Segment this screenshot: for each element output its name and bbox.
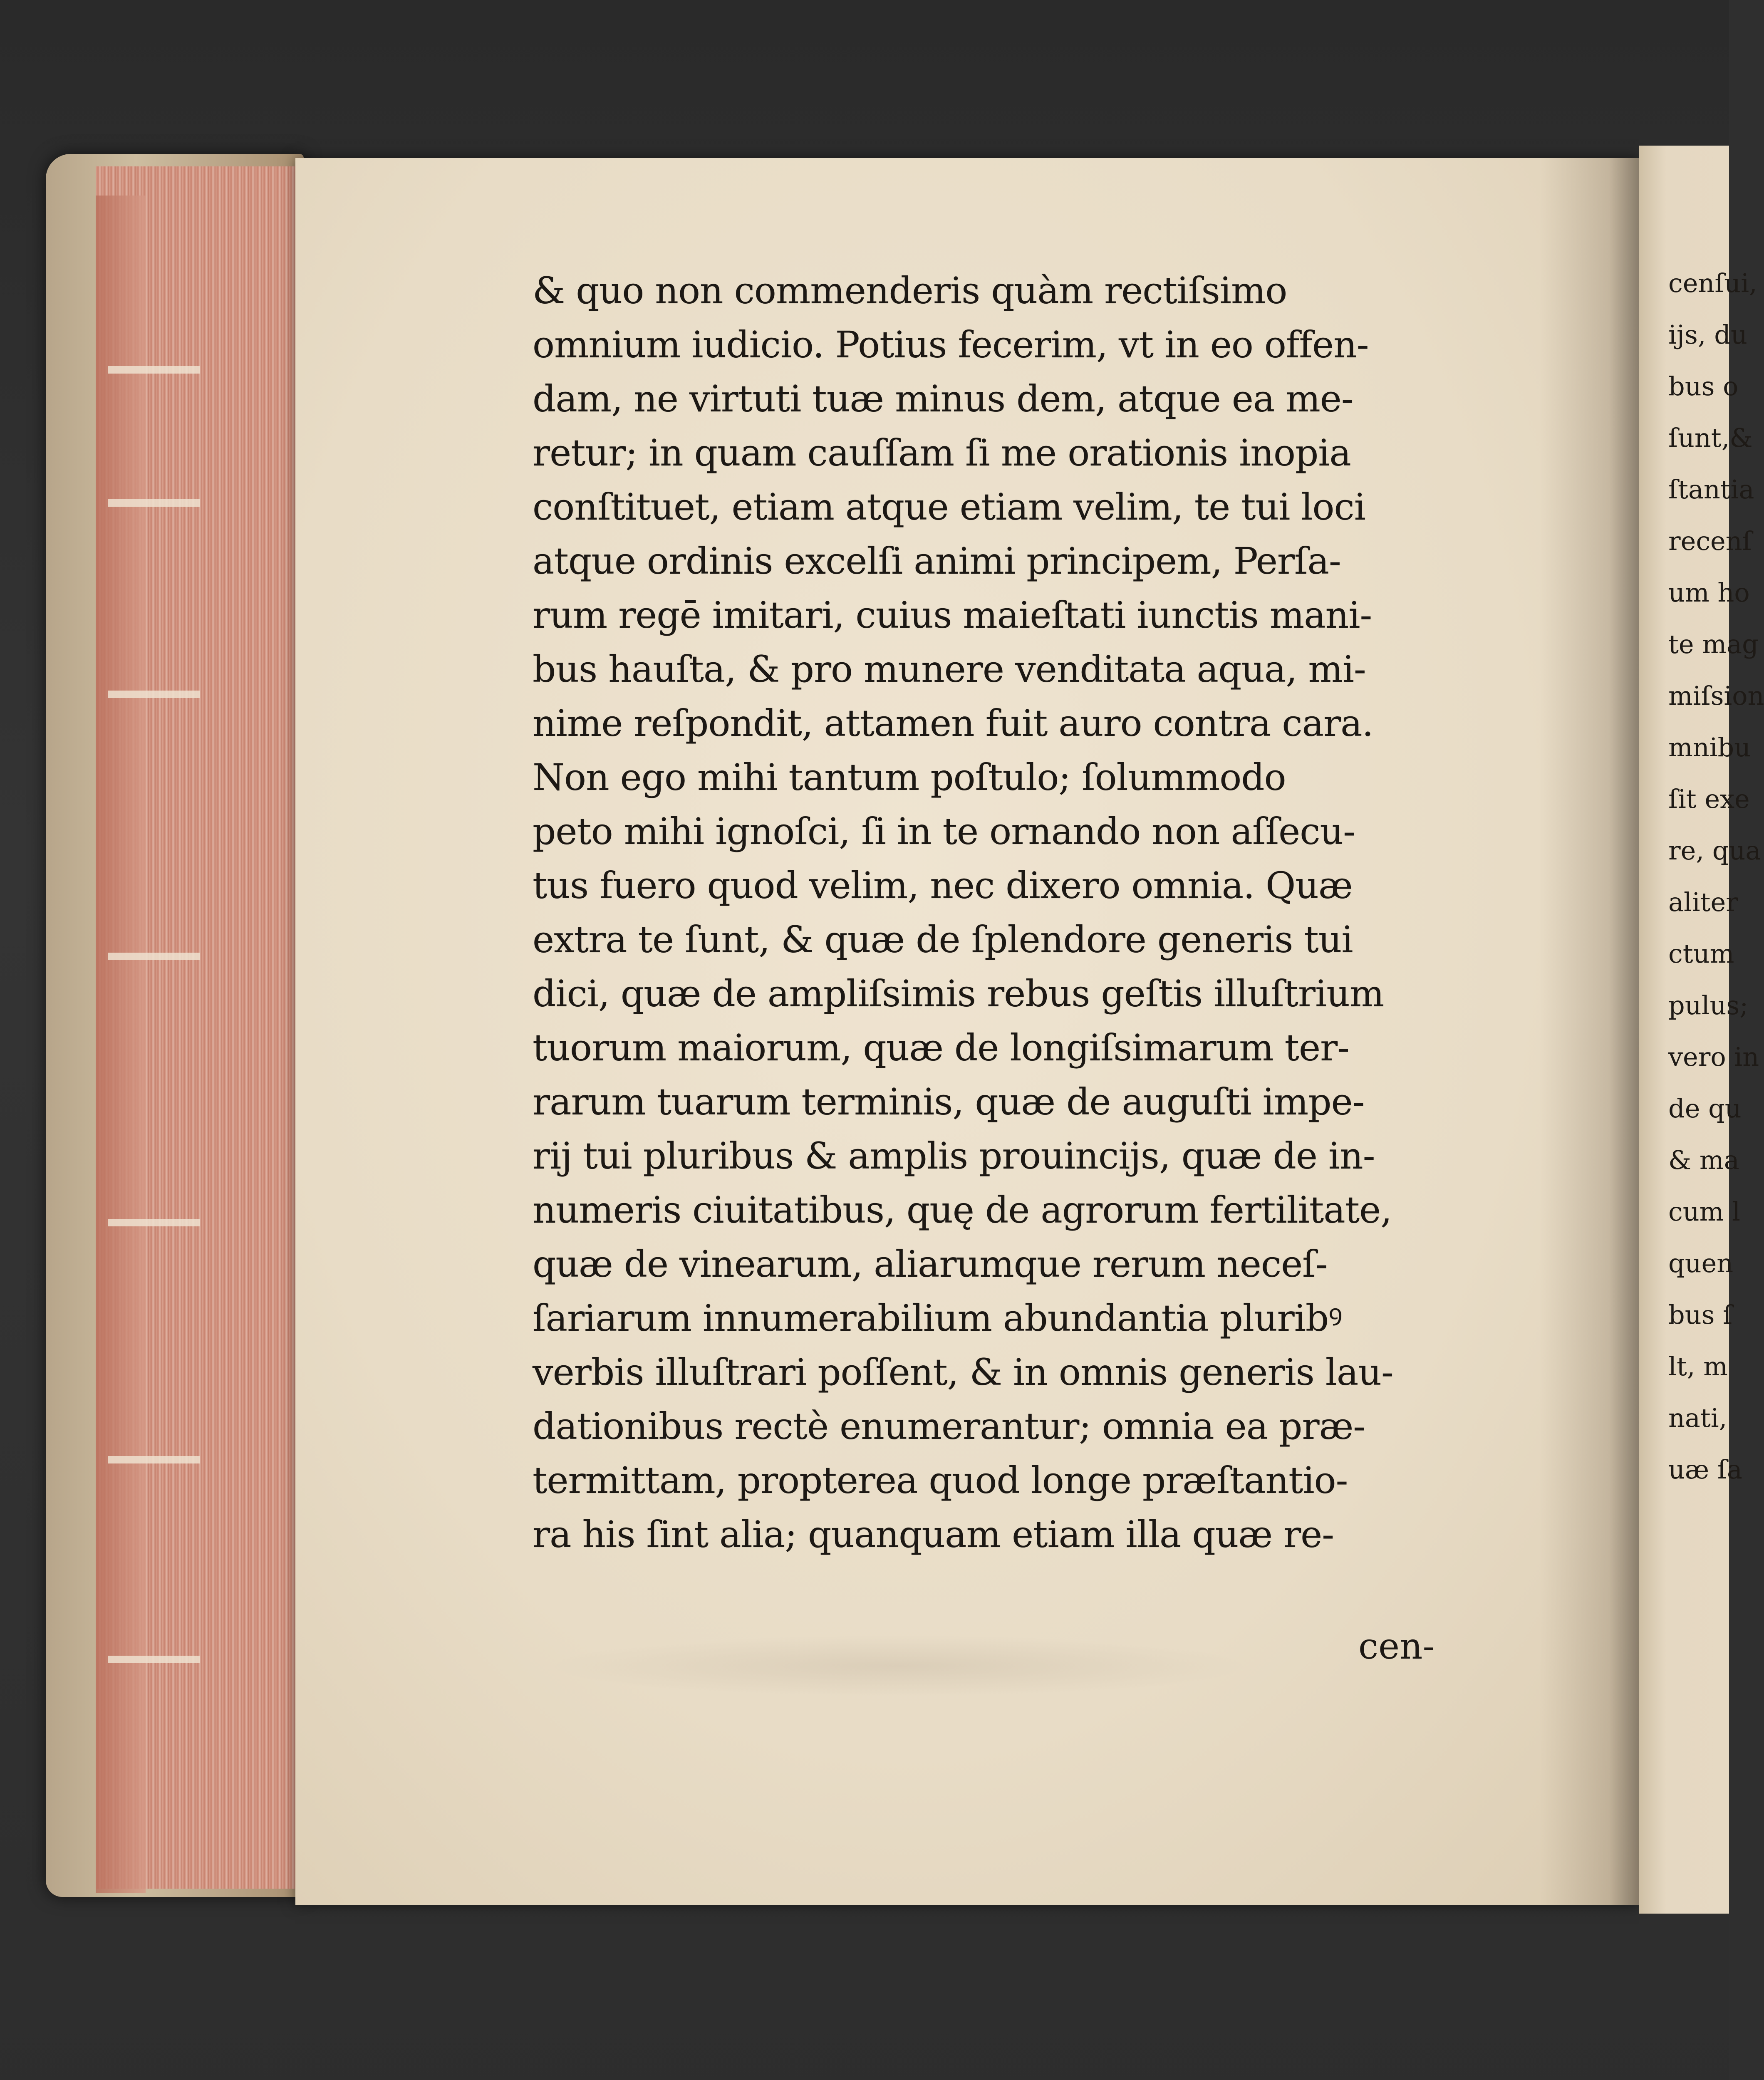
facing-text-line: miſsion bbox=[1668, 681, 1764, 711]
text-line: ra his ſint alia; quanquam etiam illa quæ re- bbox=[533, 1513, 1334, 1556]
facing-text-line: lt, m bbox=[1668, 1351, 1728, 1382]
text-line: tus fuero quod velim, nec dixero omnia. Quæ bbox=[533, 864, 1353, 907]
thumb-tab-mark bbox=[108, 366, 200, 374]
text-line: retur; in quam cauſſam ſi me orationis inopia bbox=[533, 431, 1351, 474]
facing-text-line: cum l bbox=[1668, 1196, 1740, 1227]
text-line: dici, quæ de ampliſsimis rebus geſtis illuſtrium bbox=[533, 972, 1384, 1015]
text-line: ſariarum innumerabilium abundantia pluribꝰ bbox=[533, 1297, 1342, 1340]
thumb-tab-mark bbox=[108, 499, 200, 507]
facing-text-line: ctum bbox=[1668, 938, 1734, 969]
facing-text-line: re, qua bbox=[1668, 835, 1761, 866]
facing-text-line: uæ ſa bbox=[1668, 1454, 1742, 1485]
facing-text-line: recenſ bbox=[1668, 526, 1752, 556]
text-line: & quo non commenderis quàm rectiſsimo bbox=[533, 269, 1287, 312]
facing-text-line: aliter bbox=[1668, 887, 1738, 917]
text-line: extra te ſunt, & quæ de ſplendore generis tui bbox=[533, 918, 1353, 961]
thumb-tab-mark bbox=[108, 1456, 200, 1463]
facing-text-line: pulus; bbox=[1668, 990, 1749, 1020]
facing-text-line: & ma bbox=[1668, 1145, 1739, 1175]
text-line: termittam, propterea quod longe præſtantio- bbox=[533, 1459, 1348, 1502]
facing-text-line: nati, bbox=[1668, 1403, 1727, 1433]
text-line: tuorum maiorum, quæ de longiſsimarum ter- bbox=[533, 1026, 1349, 1069]
text-line: quæ de vinearum, aliarumque rerum neceſ- bbox=[533, 1243, 1328, 1285]
text-line: numeris ciuitatibus, quę de agrorum fertilitate, bbox=[533, 1189, 1392, 1231]
facing-text-line: vero in bbox=[1668, 1042, 1759, 1072]
facing-text-line: mnibu bbox=[1668, 732, 1751, 763]
facing-text-line: cenſui, bbox=[1668, 268, 1757, 298]
text-line: peto mihi ignoſci, ſi in te ornando non aſſecu- bbox=[533, 810, 1355, 853]
facing-text-line: bus o bbox=[1668, 371, 1739, 401]
facing-text-line: ſtantia bbox=[1668, 474, 1754, 505]
text-line: rij tui pluribus & amplis prouincijs, quæ de in- bbox=[533, 1134, 1375, 1177]
text-line: omnium iudicio. Potius fecerim, vt in eo offen- bbox=[533, 323, 1369, 366]
text-line: rarum tuarum terminis, quæ de auguſti impe- bbox=[533, 1080, 1365, 1123]
thumb-tab-mark bbox=[108, 691, 200, 698]
text-line: dationibus rectè enumerantur; omnia ea præ- bbox=[533, 1405, 1365, 1448]
gutter-shadow bbox=[1539, 158, 1639, 1905]
text-line: conſtituet, etiam atque etiam velim, te tui loci bbox=[533, 485, 1365, 528]
text-line: verbis illuſtrari poſſent, & in omnis generis lau- bbox=[533, 1351, 1393, 1394]
facing-text-line: te mag bbox=[1668, 629, 1759, 659]
text-line: bus hauſta, & pro munere venditata aqua, mi- bbox=[533, 648, 1366, 691]
facing-text-line: ſit exe bbox=[1668, 784, 1750, 814]
facing-text-line: ſunt,& bbox=[1668, 423, 1753, 453]
thumb-tab-mark bbox=[108, 1656, 200, 1663]
text-line: dam, ne virtuti tuæ minus dem, atque ea me- bbox=[533, 377, 1353, 420]
facing-text-line: quen bbox=[1668, 1248, 1734, 1278]
thumb-tab-mark bbox=[108, 953, 200, 960]
catchword: cen- bbox=[1358, 1626, 1435, 1667]
thumb-tab-mark bbox=[108, 1219, 200, 1226]
facing-text-line: um ho bbox=[1668, 577, 1750, 608]
text-line: rum regē imitari, cuius maieſtati iunctis mani- bbox=[533, 594, 1372, 636]
facing-page bbox=[1639, 146, 1764, 1914]
facing-text-line: bus ſ bbox=[1668, 1300, 1733, 1330]
red-edge-stripe bbox=[96, 196, 146, 1893]
text-line: atque ordinis excelſi animi principem, Perſa- bbox=[533, 540, 1341, 582]
show-through-bleed bbox=[545, 1635, 1252, 1697]
facing-text-line: de qu bbox=[1668, 1093, 1742, 1124]
facing-text-line: ijs, du bbox=[1668, 319, 1747, 350]
text-line: nime reſpondit, attamen fuit auro contra cara. bbox=[533, 702, 1373, 745]
text-line: Non ego mihi tantum poſtulo; ſolummodo bbox=[533, 756, 1286, 799]
